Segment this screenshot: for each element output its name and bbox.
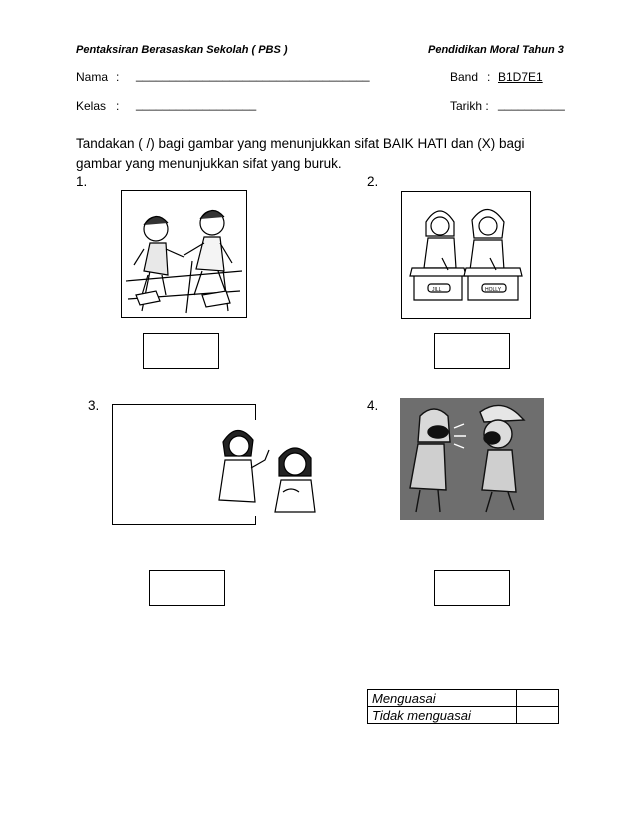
question-2-picture-frame	[401, 191, 531, 319]
desk-label-jill: JILL	[432, 287, 442, 293]
question-3-number: 3.	[88, 398, 100, 413]
question-3-answer-box[interactable]	[149, 570, 225, 606]
header-left: Pentaksiran Berasaskan Sekolah ( PBS )	[76, 44, 288, 56]
mastery-row	[368, 707, 559, 724]
desk-label-holly: HOLLY	[485, 287, 502, 293]
question-3-picture	[215, 420, 321, 516]
question-1-answer-box[interactable]	[143, 333, 219, 369]
band-label: Band	[450, 70, 479, 84]
mastery-table	[367, 689, 559, 724]
instruction-text: Tandakan ( /) bagi gambar yang menunjukkan sifat BAIK HATI dan (X) bagi gambar yang menunjukkan sifat yang buruk.	[76, 136, 525, 171]
mastery-checkbox-menguasai[interactable]	[517, 690, 559, 707]
question-2-answer-box[interactable]	[434, 333, 510, 369]
mastery-label-tidak-menguasai: Tidak menguasai	[368, 707, 517, 724]
girls-at-desks-illustration	[402, 192, 530, 318]
question-4-number: 4.	[367, 398, 379, 413]
mastery-checkbox-tidak-menguasai[interactable]	[517, 707, 559, 724]
kelas-label: Kelas	[76, 99, 107, 113]
question-1-number: 1.	[76, 174, 88, 189]
band-value: B1D7E1	[498, 70, 543, 84]
kelas-separator: :	[116, 99, 120, 113]
header-right: Pendidikan Moral Tahun 3	[428, 44, 564, 56]
tarikh-label: Tarikh :	[450, 99, 489, 113]
tarikh-field[interactable]: __________	[498, 97, 565, 111]
question-4-answer-box[interactable]	[434, 570, 510, 606]
question-2-number: 2.	[367, 174, 379, 189]
children-fighting-illustration	[122, 191, 246, 317]
band-separator: :	[487, 70, 491, 84]
nama-field[interactable]: ___________________________________	[136, 68, 370, 82]
mastery-label-menguasai: Menguasai	[368, 690, 517, 707]
girl-comforting-friend-illustration	[215, 420, 321, 516]
mastery-row	[368, 690, 559, 707]
nama-label: Nama	[76, 70, 109, 84]
nama-separator: :	[116, 70, 120, 84]
question-1-picture-frame	[121, 190, 247, 318]
kelas-field[interactable]: __________________	[136, 97, 257, 111]
boys-shouting-illustration	[400, 398, 544, 520]
question-4-picture	[400, 398, 544, 520]
